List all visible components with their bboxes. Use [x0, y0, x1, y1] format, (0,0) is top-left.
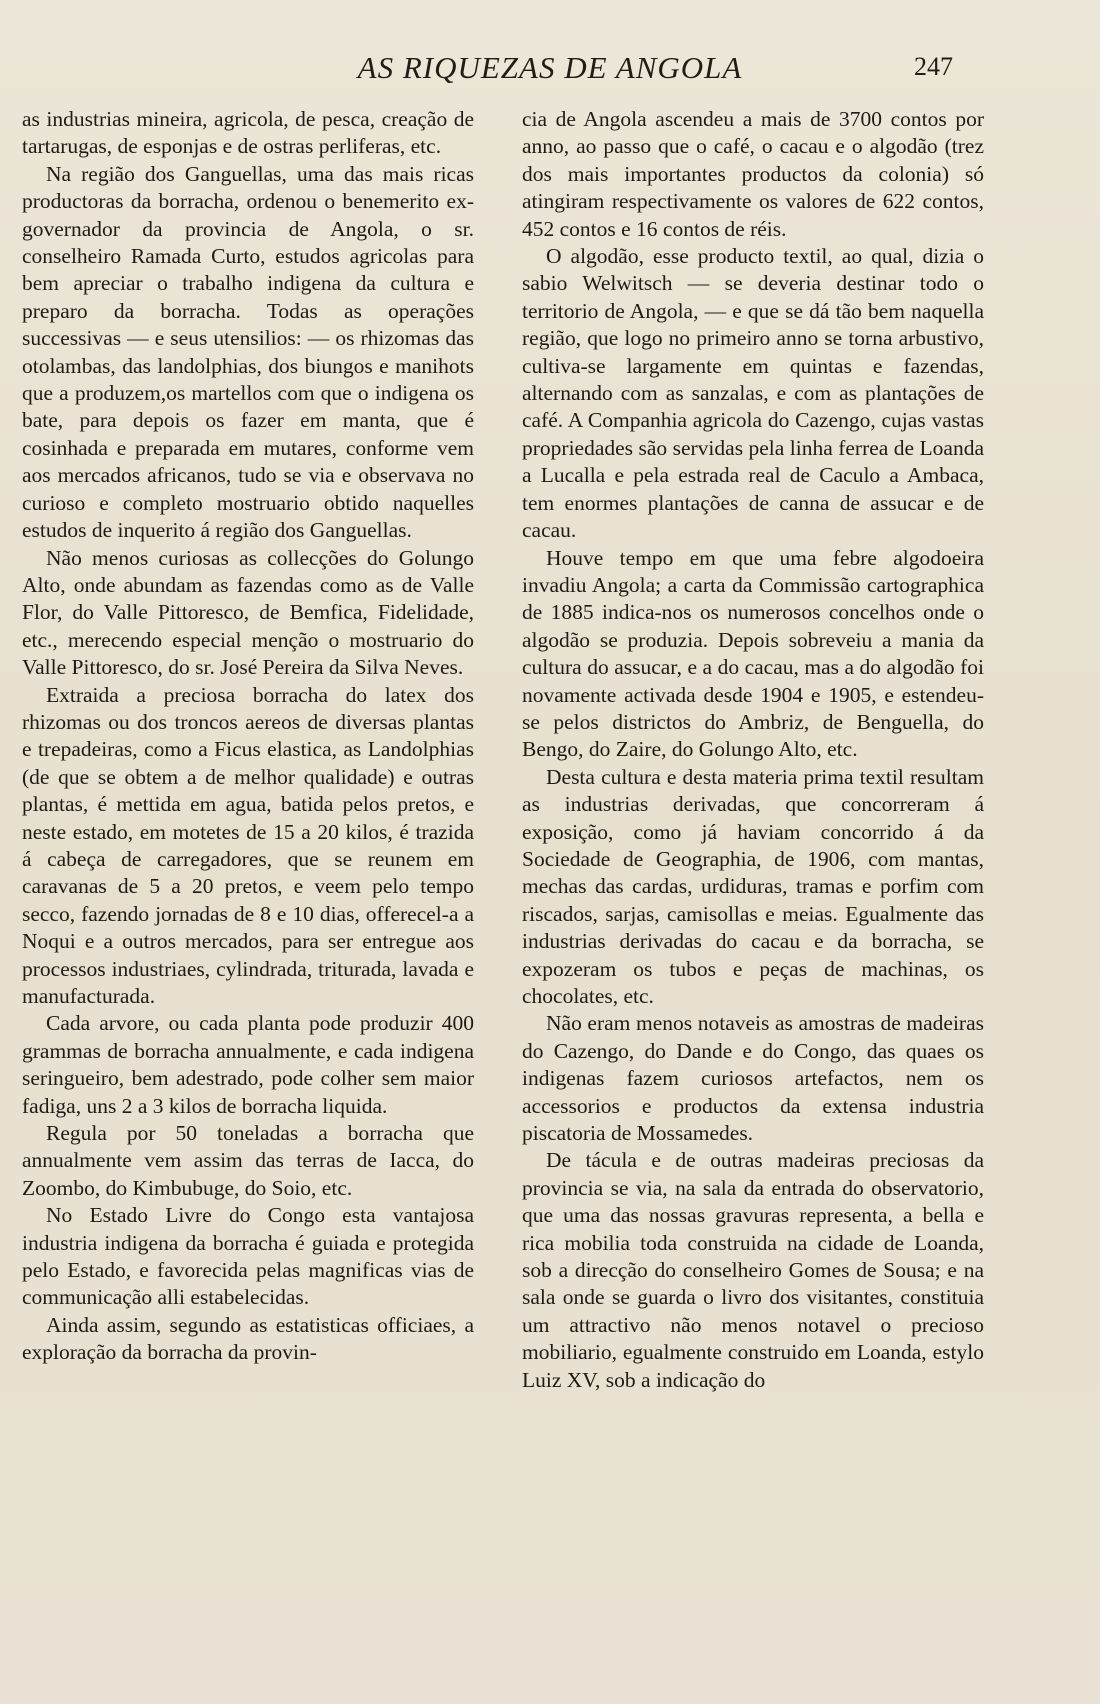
paragraph: Regula por 50 toneladas a borracha que annualmente vem assim das terras de Iacca, do Zoombo, do Kimbubuge, do Soio, etc.: [22, 1121, 474, 1200]
paragraph: Extraida a preciosa borracha do latex dos rhizomas ou dos troncos aereos de diversas plantas e trepadeiras, como a Ficus elastica, as Landolphias (de que se obtem a de melhor qualidade) e outras plantas, é mettida em agua, batida pelos pretos, e neste estado, em motetes de 15 a 20 kilos, é trazida á cabeça de carregadores, que se reunem em caravanas de 5 a 20 pretos, e veem pelo tempo secco, fazendo jornadas de 8 e 10 dias, offerecel-a a Noqui e a outros mercados, para ser entregue aos processos industriaes, cylindrada, triturada, lavada e manufacturada.: [22, 682, 474, 1008]
running-title: AS RIQUEZAS DE ANGOLA: [357, 50, 743, 85]
paragraph: De tácula e de outras madeiras preciosas da provincia se via, na sala da entrada do observatorio, que uma das nossas gravuras representa, a bella e rica mobilia toda construida na cidade de Loanda, sob a direcção do conselheiro Gomes de Sousa; e na sala onde se guarda o livro dos visitantes, constituia um attractivo não menos notavel o precioso mobiliario, egualmente construido em Loanda, estylo Luiz XV, sob a indicação do: [522, 1148, 984, 1392]
paragraph: Na região dos Ganguellas, uma das mais ricas productoras da borracha, ordenou o benemerito ex-governador da provincia de Angola, o sr. conselheiro Ramada Curto, estudos agricolas para bem apreciar o trabalho indigena da cultura e preparo da borracha. Todas as operações successivas — e seus utensilios: — os rhizomas das otolambas, das landolphias, dos biungos e manihots que a produzem,os martellos com que o indigena os bate, para depois os fazer em manta, que é cosinhada e preparada em mutares, conforme vem aos mercados africanos, tudo se via e observava no curioso e completo mostruario obtido naquelles estudos de inquerito á região dos Ganguellas.: [22, 161, 474, 543]
paragraph: O algodão, esse producto textil, ao qual, dizia o sabio Welwitsch — se deveria destinar todo o territorio de Angola, — e que se dá tão bem naquella região, que logo no primeiro anno se torna arbustivo, cultiva-se largamente em quintas e fazendas, alternando com as sanzalas, e com as plantações de café. A Companhia agricola do Cazengo, cujas vastas propriedades são servidas pela linha ferrea de Loanda a Lucalla e pela estrada real de Caculo a Ambaca, tem enormes plantações de canna de assucar e de cacau.: [522, 244, 984, 543]
right-column: [522, 106, 984, 1394]
paragraph: Ainda assim, segundo as estatisticas officiaes, a exploração da borracha da provin-: [22, 1312, 474, 1365]
paragraph: as industrias mineira, agricola, de pesca, creação de tartarugas, de esponjas e de ostras perliferas, etc.: [22, 107, 474, 159]
paragraph: No Estado Livre do Congo esta vantajosa industria indigena da borracha é guiada e protegida pelo Estado, e favorecida pelas magnificas vias de communicação alli estabelecidas.: [22, 1203, 474, 1310]
paragraph: Não eram menos notaveis as amostras de madeiras do Cazengo, do Dande e do Congo, das quaes os indigenas fazem curiosos artefactos, nem os accessorios e productos da extensa industria piscatoria de Mossamedes.: [522, 1011, 984, 1146]
paragraph: Desta cultura e desta materia prima textil resultam as industrias derivadas, que concorreram á exposição, como já haviam concorrido á da Sociedade de Geographia, de 1906, com mantas, mechas das cardas, urdiduras, tramas e porfim com riscados, sarjas, camisollas e meias. Egualmente das industrias derivadas do cacau e da borracha, se expozeram os tubos e peças de machinas, os chocolates, etc.: [522, 764, 984, 1008]
paragraph: cia de Angola ascendeu a mais de 3700 contos por anno, ao passo que o café, o cacau e o algodão (trez dos mais importantes productos da colonia) só atingiram respectivamente os valores de 622 contos, 452 contos e 16 contos de réis.: [522, 107, 984, 241]
paragraph: Não menos curiosas as collecções do Golungo Alto, onde abundam as fazendas como as de Valle Flor, do Valle Pittoresco, de Bemfica, Fidelidade, etc., merecendo especial menção o mostruario do Valle Pittoresco, do sr. José Pereira da Silva Neves.: [22, 545, 474, 680]
page-number: 247: [914, 52, 953, 81]
paragraph: Cada arvore, ou cada planta pode produzir 400 grammas de borracha annualmente, e cada indigena seringueiro, bem adestrado, pode colher sem maior fadiga, uns 2 a 3 kilos de borracha liquida.: [22, 1011, 474, 1118]
left-column: [22, 106, 474, 1367]
paragraph: Houve tempo em que uma febre algodoeira invadiu Angola; a carta da Commissão cartographica de 1885 indica-nos os numerosos concelhos onde o algodão se produzia. Depois sobreveiu a mania da cultura do assucar, e a do cacau, mas a do algodão foi novamente activada desde 1904 e 1905, e estendeu-se pelos districtos do Ambriz, de Benguella, do Bengo, do Zaire, do Golungo Alto, etc.: [522, 545, 984, 762]
